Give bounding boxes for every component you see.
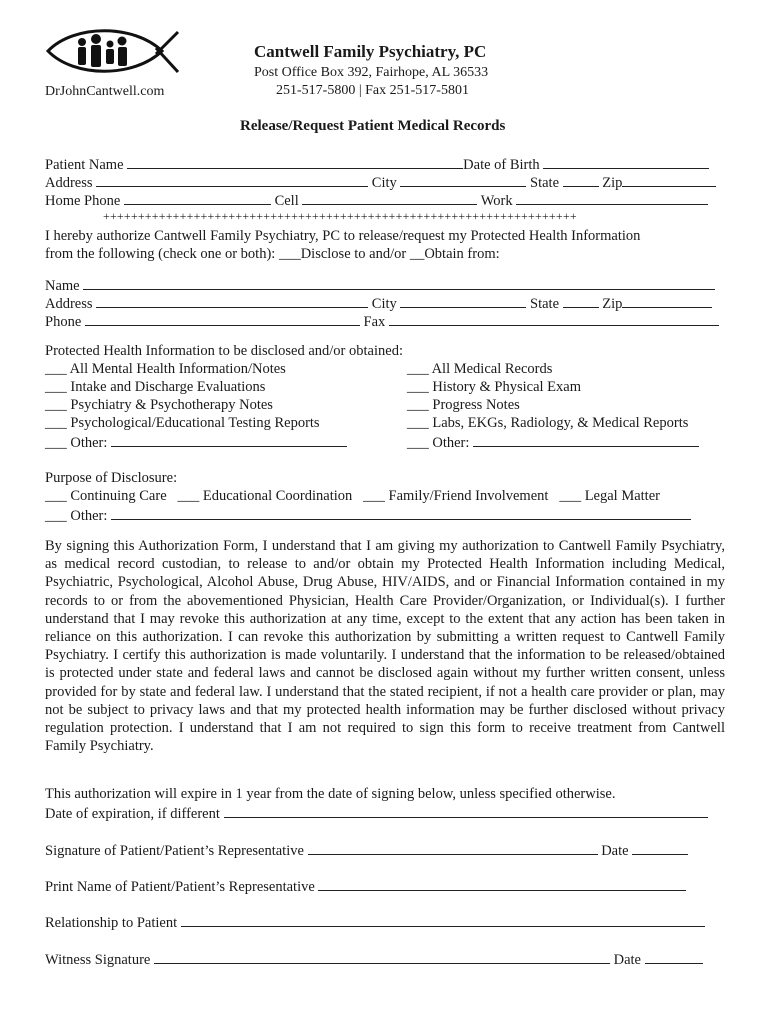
patient-city-label: City — [371, 175, 397, 191]
phi-other-left-field[interactable] — [111, 432, 347, 447]
patient-state-label: State — [530, 175, 560, 191]
patient-name-field[interactable] — [127, 154, 463, 169]
phi-option-other-right[interactable]: ___ Other: — [407, 435, 470, 451]
print-name-field[interactable] — [318, 876, 686, 891]
phi-option-intake[interactable]: ___ Intake and Discharge Evaluations — [45, 379, 266, 395]
patient-name-label: Patient Name — [45, 157, 124, 173]
patient-address-label: Address — [45, 175, 93, 191]
patient-city-field[interactable] — [400, 172, 526, 187]
consent-paragraph: By signing this Authorization Form, I understand that I am giving my authorization to Cantwell Family Psychiatry, as medical record custodian, to release to and/or obtain my Protected Health Information including Medical, Psychiatric, Psychological, Alcohol Abuse, Drug Abuse, HIV/AIDS, and or Financial Information contained in my records to or from the abovementioned Physician, Health Care Provider/Organization, or Individual(s). I further understand that I may revoke this authorization at any time, except to the extent that any action has been taken in reliance on this authorization. I can revoke this authorization by submitting a written request to Cantwell Family Psychiatry. I certify this authorization is made voluntarily. I understand that the information to be released/obtained is protected under state and federal laws and cannot be disclosed again without my further written consent, unless provided for by state and federal law. I understand that the stated recipient, if not a health care provider or plan, may not be subject to privacy laws and that my protected health information may be further disclosed without privacy regulation protection. I understand that I am not required to sign this form to receive treatment from Cantwell Family Psychiatry. — [45, 538, 725, 755]
work-label: Work — [480, 193, 513, 209]
expiration-date-label: Date of expiration, if different — [45, 806, 220, 822]
patient-signature-date-field[interactable] — [632, 840, 688, 855]
phi-option-labs[interactable]: ___ Labs, EKGs, Radiology, & Medical Reports — [407, 415, 689, 431]
expiration-date-field[interactable] — [224, 803, 708, 818]
patient-signature-field[interactable] — [308, 840, 598, 855]
purpose-family[interactable]: ___ Family/Friend Involvement — [363, 488, 549, 504]
phi-option-history-physical[interactable]: ___ History & Physical Exam — [407, 379, 581, 395]
recipient-zip-field[interactable] — [622, 293, 712, 308]
recipient-name-field[interactable] — [83, 275, 715, 290]
purpose-other-field[interactable] — [111, 505, 691, 520]
witness-date-label: Date — [613, 952, 641, 968]
recipient-address-field[interactable] — [96, 293, 368, 308]
patient-zip-field[interactable] — [622, 172, 716, 187]
practice-name: Cantwell Family Psychiatry, PC — [254, 42, 487, 61]
cell-label: Cell — [274, 193, 299, 209]
form-title: Release/Request Patient Medical Records — [240, 118, 506, 134]
phi-heading: Protected Health Information to be disclosed and/or obtained: — [45, 343, 403, 359]
recipient-name-label: Name — [45, 278, 80, 294]
purpose-other-label[interactable]: ___ Other: — [45, 508, 108, 524]
authorization-line-1: I hereby authorize Cantwell Family Psychiatry, PC to release/request my Protected Health Information — [45, 228, 641, 244]
purpose-legal[interactable]: ___ Legal Matter — [559, 488, 660, 504]
recipient-address-label: Address — [45, 296, 93, 312]
phi-option-testing-reports[interactable]: ___ Psychological/Educational Testing Reports — [45, 415, 320, 431]
practice-phone-fax: 251-517-5800 | Fax 251-517-5801 — [276, 83, 469, 98]
witness-signature-field[interactable] — [154, 949, 610, 964]
recipient-city-field[interactable] — [400, 293, 526, 308]
expiration-text: This authorization will expire in 1 year from the date of signing below, unless specified otherwise. — [45, 786, 616, 802]
phi-option-progress-notes[interactable]: ___ Progress Notes — [407, 397, 520, 413]
recipient-state-field[interactable] — [563, 293, 599, 308]
witness-signature-label: Witness Signature — [45, 952, 151, 968]
separator: ++++++++++++++++++++++++++++++++++++++++++++++++++++++++++++++++++++ — [103, 209, 577, 223]
relationship-field[interactable] — [181, 912, 705, 927]
purpose-heading: Purpose of Disclosure: — [45, 470, 178, 486]
fish-family-logo-icon — [44, 26, 182, 76]
patient-address-field[interactable] — [96, 172, 368, 187]
recipient-phone-label: Phone — [45, 314, 82, 330]
relationship-label: Relationship to Patient — [45, 915, 178, 931]
patient-state-field[interactable] — [563, 172, 599, 187]
print-name-label: Print Name of Patient/Patient’s Representative — [45, 879, 315, 895]
patient-zip-label: Zip — [602, 175, 623, 191]
recipient-phone-field[interactable] — [85, 311, 360, 326]
recipient-city-label: City — [371, 296, 397, 312]
dob-label: Date of Birth — [463, 157, 540, 173]
purpose-continuing-care[interactable]: ___ Continuing Care — [45, 488, 167, 504]
recipient-fax-field[interactable] — [389, 311, 719, 326]
practice-address: Post Office Box 392, Fairhope, AL 36533 — [254, 65, 489, 80]
patient-signature-label: Signature of Patient/Patient’s Representative — [45, 843, 304, 859]
authorization-line-2: from the following (check one or both): ___Disclose to and/or __Obtain from: — [45, 246, 500, 262]
work-field[interactable] — [516, 190, 708, 205]
home-phone-field[interactable] — [124, 190, 271, 205]
purpose-educational[interactable]: ___ Educational Coordination — [177, 488, 353, 504]
recipient-zip-label: Zip — [602, 296, 623, 312]
home-phone-label: Home Phone — [45, 193, 121, 209]
phi-option-mental-health[interactable]: ___ All Mental Health Information/Notes — [45, 361, 286, 377]
patient-signature-date-label: Date — [601, 843, 629, 859]
phi-other-right-field[interactable] — [473, 432, 699, 447]
witness-date-field[interactable] — [645, 949, 703, 964]
dob-field[interactable] — [543, 154, 709, 169]
website: DrJohnCantwell.com — [45, 84, 165, 99]
recipient-state-label: State — [530, 296, 560, 312]
recipient-fax-label: Fax — [363, 314, 386, 330]
phi-option-other-left[interactable]: ___ Other: — [45, 435, 108, 451]
phi-option-all-medical[interactable]: ___ All Medical Records — [407, 361, 553, 377]
cell-field[interactable] — [302, 190, 477, 205]
phi-option-psychiatry-notes[interactable]: ___ Psychiatry & Psychotherapy Notes — [45, 397, 273, 413]
